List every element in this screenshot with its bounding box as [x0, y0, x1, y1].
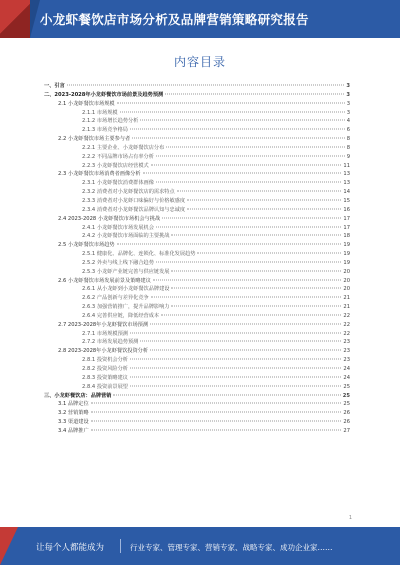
toc-entry[interactable]: [44, 312, 350, 321]
toc-leader-dots: [187, 208, 341, 209]
toc-entry-page: 23: [343, 357, 350, 364]
toc-entry[interactable]: [44, 321, 350, 330]
toc-entry[interactable]: [44, 392, 350, 401]
toc-entry-title: 2.5.1 健康化、品牌化、连锁化、标准化发展趋势: [82, 251, 196, 258]
toc-entry[interactable]: [44, 250, 350, 259]
toc-leader-dots: [156, 261, 341, 262]
report-title: 小龙虾餐饮店市场分析及品牌营销策略研究报告: [40, 12, 309, 27]
toc-entry-page: 3: [346, 83, 350, 89]
toc-entry-page: 4: [346, 118, 350, 125]
toc-entry[interactable]: [44, 144, 350, 153]
toc-leader-dots: [177, 191, 342, 192]
toc-entry[interactable]: [44, 294, 350, 303]
toc-entry-page: 9: [346, 153, 350, 160]
toc-leader-dots: [171, 288, 341, 289]
toc-entry-title: 2.6.3 加强营销推广，提升品牌影响力: [82, 304, 170, 311]
toc-entry-title: 2.3.4 消费者对小龙虾餐饮品牌认知与忠诚度: [82, 206, 186, 213]
toc-entry-page: 3: [346, 91, 350, 98]
toc-leader-dots: [130, 385, 341, 386]
toc-entry-page: 27: [343, 427, 350, 434]
toc-leader-dots: [67, 85, 345, 86]
footer-fold-decoration: [0, 527, 18, 565]
toc-entry[interactable]: [44, 206, 350, 215]
footer-tagline: 行业专家、管理专家、营销专家、战略专家、成功企业家……: [130, 543, 333, 552]
toc-leader-dots: [156, 182, 341, 183]
toc-leader-dots: [156, 155, 345, 156]
toc-entry[interactable]: [44, 215, 350, 224]
toc-entry-title: 2.3 小龙虾餐饮市场消费者画像分析: [58, 171, 141, 178]
toc-entry-page: 20: [343, 277, 350, 284]
toc-entry-page: 11: [343, 162, 350, 169]
toc-entry-title: 2.8.1 投资机会分析: [82, 357, 128, 364]
toc-entry-page: 17: [343, 215, 350, 222]
toc-entry-title: 2.3.2 消费者对小龙虾餐饮店的需求特点: [82, 189, 175, 196]
toc-entry-title: 2.1.3 市场竞争格局: [82, 127, 128, 134]
toc-leader-dots: [171, 235, 341, 236]
toc-entry[interactable]: [44, 109, 350, 118]
toc-entry-page: 24: [343, 374, 350, 381]
toc-leader-dots: [130, 332, 341, 333]
toc-leader-dots: [140, 341, 341, 342]
toc-entry-page: 19: [343, 242, 350, 249]
toc-entry-page: 3: [346, 109, 350, 116]
toc-entry[interactable]: [44, 91, 350, 100]
toc-entry[interactable]: [44, 188, 350, 197]
toc-entry-page: 19: [343, 259, 350, 266]
toc-leader-dots: [130, 129, 345, 130]
toc-entry-title: 一、引言: [44, 83, 65, 89]
toc-entry-page: 25: [342, 392, 350, 399]
toc-entry-page: 25: [343, 383, 350, 390]
toc-leader-dots: [187, 199, 341, 200]
toc-entry-title: 3.3 渠道建设: [58, 419, 89, 426]
toc-entry[interactable]: [44, 153, 350, 162]
toc-entry-page: 22: [343, 321, 350, 328]
toc-leader-dots: [130, 359, 341, 360]
toc-entry[interactable]: [44, 224, 350, 233]
toc-leader-dots: [171, 306, 341, 307]
toc-leader-dots: [165, 93, 344, 94]
toc-entry-page: 3: [346, 100, 350, 107]
toc-leader-dots: [120, 111, 345, 112]
toc-leader-dots: [91, 429, 342, 430]
toc-entry-page: 23: [343, 339, 350, 346]
toc-entry[interactable]: [44, 347, 350, 356]
toc-entry-title: 2.6 小龙虾餐饮市场发展前景及策略建议: [58, 277, 151, 284]
toc-entry-page: 20: [343, 268, 350, 275]
toc-leader-dots: [140, 120, 344, 121]
toc-leader-dots: [150, 323, 341, 324]
toc-entry-title: 2.8.2 投资风险分析: [82, 366, 128, 372]
toc-entry[interactable]: [44, 277, 350, 286]
toc-entry-page: 20: [343, 286, 350, 293]
toc-heading: 内容目录: [173, 55, 226, 69]
toc-entry[interactable]: [44, 179, 350, 188]
toc-entry-title: 2.7.1 市场规模预测: [82, 330, 128, 337]
toc-entry-title: 2.7.2 市场发展趋势预测: [82, 339, 139, 346]
toc-entry-page: 18: [343, 233, 350, 240]
toc-entry[interactable]: [44, 400, 350, 409]
toc-leader-dots: [162, 217, 341, 218]
toc-entry[interactable]: [44, 170, 350, 179]
toc-leader-dots: [132, 138, 345, 139]
toc-leader-dots: [156, 226, 341, 227]
toc-entry[interactable]: [44, 427, 350, 436]
toc-entry-page: 8: [346, 144, 350, 151]
toc-entry[interactable]: [44, 338, 350, 347]
footer-slogan: 让每个人都能成为: [36, 543, 105, 553]
toc-entry[interactable]: [44, 365, 350, 374]
toc-entry-title: 2.3.1 小龙虾餐饮消费群体画像: [82, 180, 154, 187]
toc-entry-title: 2.2 小龙虾餐饮市场主要参与者: [58, 136, 131, 143]
toc-leader-dots: [166, 146, 344, 147]
toc-leader-dots: [91, 421, 342, 422]
toc-entry-title: 2.4 2023-2028 小龙虾餐饮市场机会与挑战: [58, 215, 161, 222]
toc-entry-page: 24: [343, 366, 350, 372]
toc-entry-page: 16: [343, 206, 350, 213]
toc-entry[interactable]: [44, 374, 350, 383]
toc-entry[interactable]: [44, 162, 350, 171]
toc-entry-title: 3.1 品牌定位: [58, 401, 89, 408]
toc-entry[interactable]: [44, 135, 350, 144]
toc-entry-title: 2.3.3 消费者对小龙虾口味偏好与价格敏感度: [82, 197, 186, 204]
toc-entry-title: 2.4.1 小龙虾餐饮市场发展机会: [82, 224, 154, 231]
toc-entry-title: 2.2.2 不同品牌市场占有率分析: [82, 153, 154, 160]
toc-leader-dots: [91, 403, 342, 404]
toc-leader-dots: [151, 297, 342, 298]
toc-entry-title: 2.5 小龙虾餐饮市场趋势: [58, 242, 115, 249]
toc-entry[interactable]: [44, 268, 350, 277]
toc-entry-title: 3.4 品牌推广: [58, 427, 89, 434]
toc-entry-title: 2.8 2023-2028年小龙虾餐饮投资分析: [58, 348, 149, 355]
toc-entry-title: 2.7 2023-2028年小龙虾餐饮市场预测: [58, 321, 149, 328]
toc-leader-dots: [153, 279, 341, 280]
toc-entry-title: 2.1.1 市场规模: [82, 109, 118, 116]
toc-leader-dots: [113, 394, 340, 395]
toc-entry[interactable]: [44, 117, 350, 126]
toc-entry-page: 15: [343, 197, 350, 204]
toc-entry-page: 6: [346, 127, 350, 134]
toc-entry-title: 2.1.2 市场增长趋势分析: [82, 118, 139, 125]
toc-entry[interactable]: [44, 409, 350, 418]
toc-leader-dots: [197, 253, 341, 254]
toc-entry-page: 17: [343, 224, 350, 231]
toc-entry-title: 2.2.1 主要企业、小龙虾餐饮店分布: [82, 144, 165, 151]
toc-entry[interactable]: [44, 259, 350, 268]
header-fold-shadow: [30, 0, 40, 38]
toc-entry-title: 3.2 营销策略: [58, 410, 89, 417]
toc-entry-page: 22: [343, 312, 350, 319]
toc-entry-page: 22: [343, 330, 350, 337]
toc-entry[interactable]: [44, 383, 350, 392]
toc-entry-title: 2.8.3 投资策略建议: [82, 374, 128, 381]
toc-leader-dots: [117, 102, 345, 103]
toc-entry-title: 2.6.4 完善供应链，降低经营成本: [82, 312, 160, 319]
header-fold-decoration: [0, 0, 30, 38]
toc-entry-title: 2.6.2 产品创新与差异化竞争: [82, 295, 149, 302]
toc-entry-page: 13: [343, 171, 350, 178]
toc-entry-title: 二、2023-2028年小龙虾餐饮市场前景及趋势预测: [44, 91, 164, 98]
toc-entry-page: 26: [343, 410, 350, 417]
table-of-contents: [44, 82, 350, 436]
report-footer: [0, 527, 400, 565]
toc-leader-dots: [130, 368, 341, 369]
toc-entry-page: 8: [346, 136, 350, 143]
report-header: [0, 0, 400, 38]
toc-leader-dots: [150, 350, 341, 351]
toc-entry-page: 26: [343, 419, 350, 426]
toc-entry-page: 21: [343, 295, 350, 302]
toc-leader-dots: [130, 376, 341, 377]
toc-leader-dots: [91, 412, 342, 413]
toc-entry-title: 2.6.1 从小龙虾到小龙虾餐饮品牌建设: [82, 286, 170, 293]
toc-entry-page: 13: [343, 180, 350, 187]
toc-leader-dots: [171, 270, 341, 271]
toc-entry[interactable]: [44, 241, 350, 250]
toc-entry[interactable]: [44, 303, 350, 312]
toc-entry-title: 三、小龙虾餐饮店：品牌营销: [44, 392, 112, 399]
page-number: 1: [348, 515, 352, 521]
toc-entry-title: 2.5.2 外卖与线上线下融合趋势: [82, 259, 154, 266]
toc-entry[interactable]: [44, 82, 350, 91]
toc-entry-title: 2.8.4 投资前景展望: [82, 383, 128, 390]
toc-entry[interactable]: [44, 356, 350, 365]
toc-entry[interactable]: [44, 126, 350, 135]
toc-entry[interactable]: [44, 197, 350, 206]
toc-entry-page: 25: [343, 401, 350, 408]
toc-entry-title: 2.5.3 小龙虾产业链完善与供应链发展: [82, 268, 170, 275]
toc-entry-title: 2.2.3 小龙虾餐饮店经营模式: [82, 162, 149, 169]
toc-entry-page: 21: [343, 304, 350, 311]
footer-divider: [120, 539, 121, 553]
toc-leader-dots: [143, 173, 342, 174]
toc-entry[interactable]: [44, 232, 350, 241]
toc-leader-dots: [151, 164, 342, 165]
toc-leader-dots: [117, 244, 342, 245]
toc-entry[interactable]: [44, 285, 350, 294]
toc-entry-page: 23: [343, 348, 350, 355]
toc-entry[interactable]: [44, 418, 350, 427]
toc-leader-dots: [161, 314, 341, 315]
toc-entry-title: 2.4.2 小龙虾餐饮市场面临的主要挑战: [82, 233, 170, 240]
toc-entry[interactable]: [44, 330, 350, 339]
toc-entry-page: 19: [343, 251, 350, 258]
toc-entry-title: 2.1 小龙虾餐饮市场规模: [58, 100, 115, 107]
toc-entry-page: 14: [343, 189, 350, 196]
toc-entry[interactable]: [44, 100, 350, 109]
